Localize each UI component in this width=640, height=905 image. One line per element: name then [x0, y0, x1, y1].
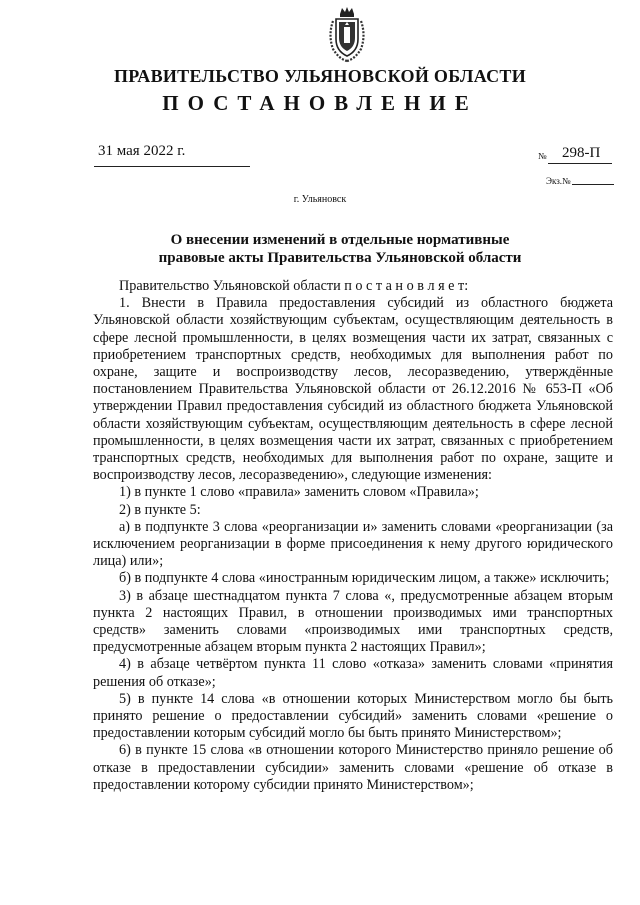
number-value: 298-П: [562, 145, 601, 161]
copy-number-label: Экз.№: [546, 176, 571, 186]
number-underline: [548, 163, 612, 164]
number-label: №: [538, 151, 547, 161]
paragraph: 2) в пункте 5:: [119, 501, 201, 518]
subject-line-2: правовые акты Правительства Ульяновской области: [158, 250, 522, 266]
paragraph: 1) в пункте 1 слово «правила» заменить словом «Правила»;: [119, 484, 479, 501]
paragraph: 3) в абзаце шестнадцатом пункта 7 слова «, предусмотренные абзацем вторым пункта 2 настоящих Правил, в отношении производимых ими транспортных средств» заменить словами «производимых ими транспортных средств, предусмотренные абзацем вторым пункта 2 настоящих Правил»;: [93, 587, 613, 656]
paragraph: 1. Внести в Правила предоставления субсидий из областного бюджета Ульяновской области хозяйствующим субъектам, осуществляющим деятельность в сфере лесной промышленности, в целях возмещения части их затрат, связанных с приобретением транспортных средств, необходимых для выполнения работ по охране, защите и воспроизводству лесов, лесоразведению, утверждённые постановлением Правительства Ульяновской области от 26.12.2016 № 653-П «Об утверждении Правил предоставления субсидий из областного бюджета Ульяновской области хозяйствующим субъектам, осуществляющим деятельность в сфере лесной промышленности, в целях возмещения части их затрат, связанных с приобретением транспортных средств, необходимых для выполнения работ по охране, защите и воспроизводству лесов, лесоразведению», следующие изменения:: [93, 295, 613, 484]
paragraph: а) в подпункте 3 слова «реорганизации и» заменить словами «реорганизации (за исключением реорганизации в форме присоединения к нему другого юридического лица) или»;: [93, 518, 613, 570]
date-underline: [94, 166, 250, 167]
paragraph: 4) в абзаце четвёртом пункта 11 слово «отказа» заменить словами «принятия решения об отказе»;: [93, 656, 613, 690]
paragraph: 6) в пункте 15 слова «в отношении которого Министерство приняло решение об отказе в предоставлении субсидии» заменить словами «решение об отказе в предоставлении которому субсидии принято Министерством»;: [93, 742, 613, 793]
subject-line-1: О внесении изменений в отдельные нормативные: [170, 232, 510, 248]
paragraph: б) в подпункте 4 слова «иностранным юридическим лицом, а также» исключить;: [119, 570, 610, 587]
paragraph: 5) в пункте 14 слова «в отношении которых Министерством могло бы быть принято решение о предоставлении субсидий» заменить словами «решение о предоставлении которым субсидий могло бы быть принято Министерством»;: [93, 690, 613, 742]
city: г. Ульяновск: [293, 194, 347, 205]
document-type-title: ПОСТАНОВЛЕНИЕ: [162, 91, 478, 115]
copy-number-underline: [572, 184, 614, 185]
government-title: ПРАВИТЕЛЬСТВО УЛЬЯНОВСКОЙ ОБЛАСТИ: [113, 66, 527, 86]
paragraph: Правительство Ульяновской области п о с т а н о в л я е т:: [119, 278, 469, 294]
document-subject: [130, 231, 550, 267]
document-body: [93, 278, 613, 794]
document-date: 31 мая 2022 г.: [98, 143, 186, 159]
coat-of-arms-icon: [325, 5, 369, 63]
